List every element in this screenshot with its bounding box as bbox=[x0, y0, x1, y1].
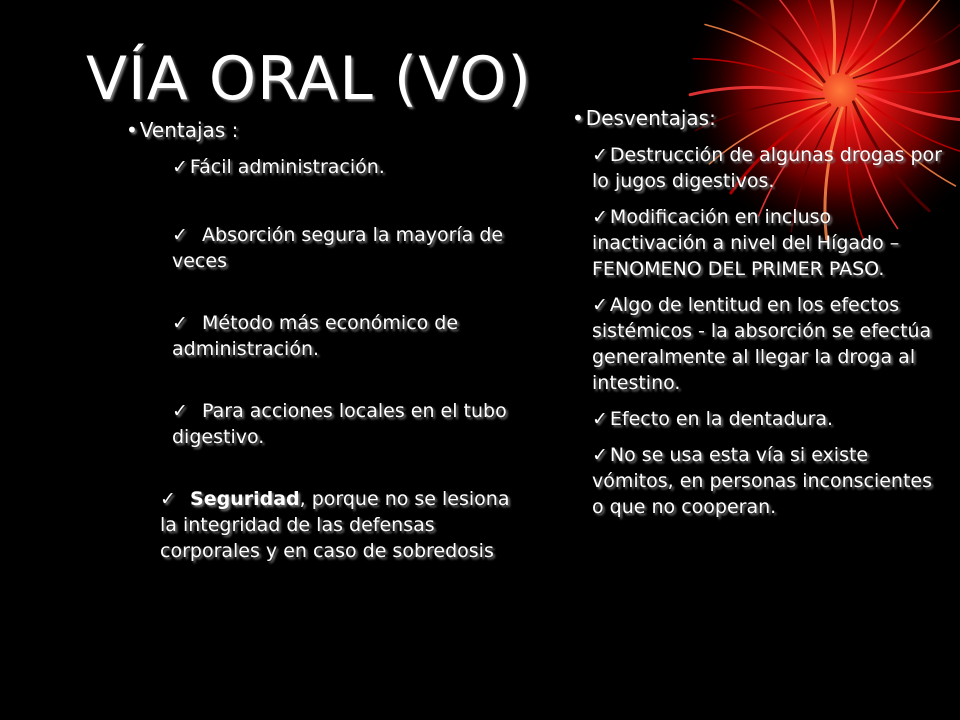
desventajas-item-text: Efecto en la dentadura. bbox=[609, 408, 834, 430]
ventajas-item-bold: Seguridad bbox=[190, 488, 300, 510]
desventajas-section bbox=[572, 106, 947, 530]
ventajas-item-text: Absorción segura la mayoría de veces bbox=[172, 224, 504, 272]
slide-title: VÍA ORAL (VO) bbox=[86, 44, 532, 114]
desventajas-item-text: Destrucción de algunas drogas por lo jugos digestivos. bbox=[592, 144, 942, 192]
ventajas-item bbox=[160, 486, 516, 564]
checkmark-icon: ✓ bbox=[592, 294, 608, 316]
desventajas-heading-text: Desventajas: bbox=[585, 106, 716, 130]
bullet-icon: • bbox=[572, 106, 584, 130]
checkmark-icon: ✓ bbox=[160, 488, 176, 510]
desventajas-item bbox=[592, 292, 947, 396]
checkmark-icon: ✓ bbox=[172, 224, 188, 246]
ventajas-item bbox=[172, 222, 516, 274]
checkmark-icon: ✓ bbox=[592, 408, 608, 430]
desventajas-item-text: Algo de lentitud en los efectos sistémicos - la absorción se efectúa generalmente al llegar la droga al intestino. bbox=[592, 294, 932, 394]
checkmark-icon: ✓ bbox=[172, 400, 188, 422]
desventajas-item bbox=[592, 204, 947, 282]
desventajas-item bbox=[592, 142, 947, 194]
checkmark-icon: ✓ bbox=[592, 144, 608, 166]
ventajas-heading-text: Ventajas : bbox=[139, 118, 239, 142]
desventajas-heading bbox=[572, 106, 947, 130]
ventajas-item bbox=[172, 398, 516, 450]
bullet-icon: • bbox=[126, 118, 138, 142]
ventajas-heading bbox=[126, 118, 516, 142]
ventajas-section bbox=[126, 118, 516, 600]
ventajas-item-text: Método más económico de administración. bbox=[172, 312, 459, 360]
ventajas-item-text: Para acciones locales en el tubo digestivo. bbox=[172, 400, 507, 448]
ventajas-item-text: , porque no se lesiona la integridad de las defensas corporales y en caso de sobredosis bbox=[160, 488, 510, 562]
ventajas-item-text: Fácil administración. bbox=[189, 156, 385, 178]
desventajas-item bbox=[592, 442, 947, 520]
desventajas-item bbox=[592, 406, 947, 432]
desventajas-item-text: No se usa esta vía si existe vómitos, en personas inconscientes o que no cooperan. bbox=[592, 444, 933, 518]
desventajas-item-text: Modificación en incluso inactivación a nivel del Hígado – FENOMENO DEL PRIMER PASO. bbox=[592, 206, 900, 280]
checkmark-icon: ✓ bbox=[172, 156, 188, 178]
checkmark-icon: ✓ bbox=[172, 312, 188, 334]
ventajas-item bbox=[172, 310, 516, 362]
checkmark-icon: ✓ bbox=[592, 444, 608, 466]
checkmark-icon: ✓ bbox=[592, 206, 608, 228]
ventajas-item bbox=[172, 154, 516, 180]
